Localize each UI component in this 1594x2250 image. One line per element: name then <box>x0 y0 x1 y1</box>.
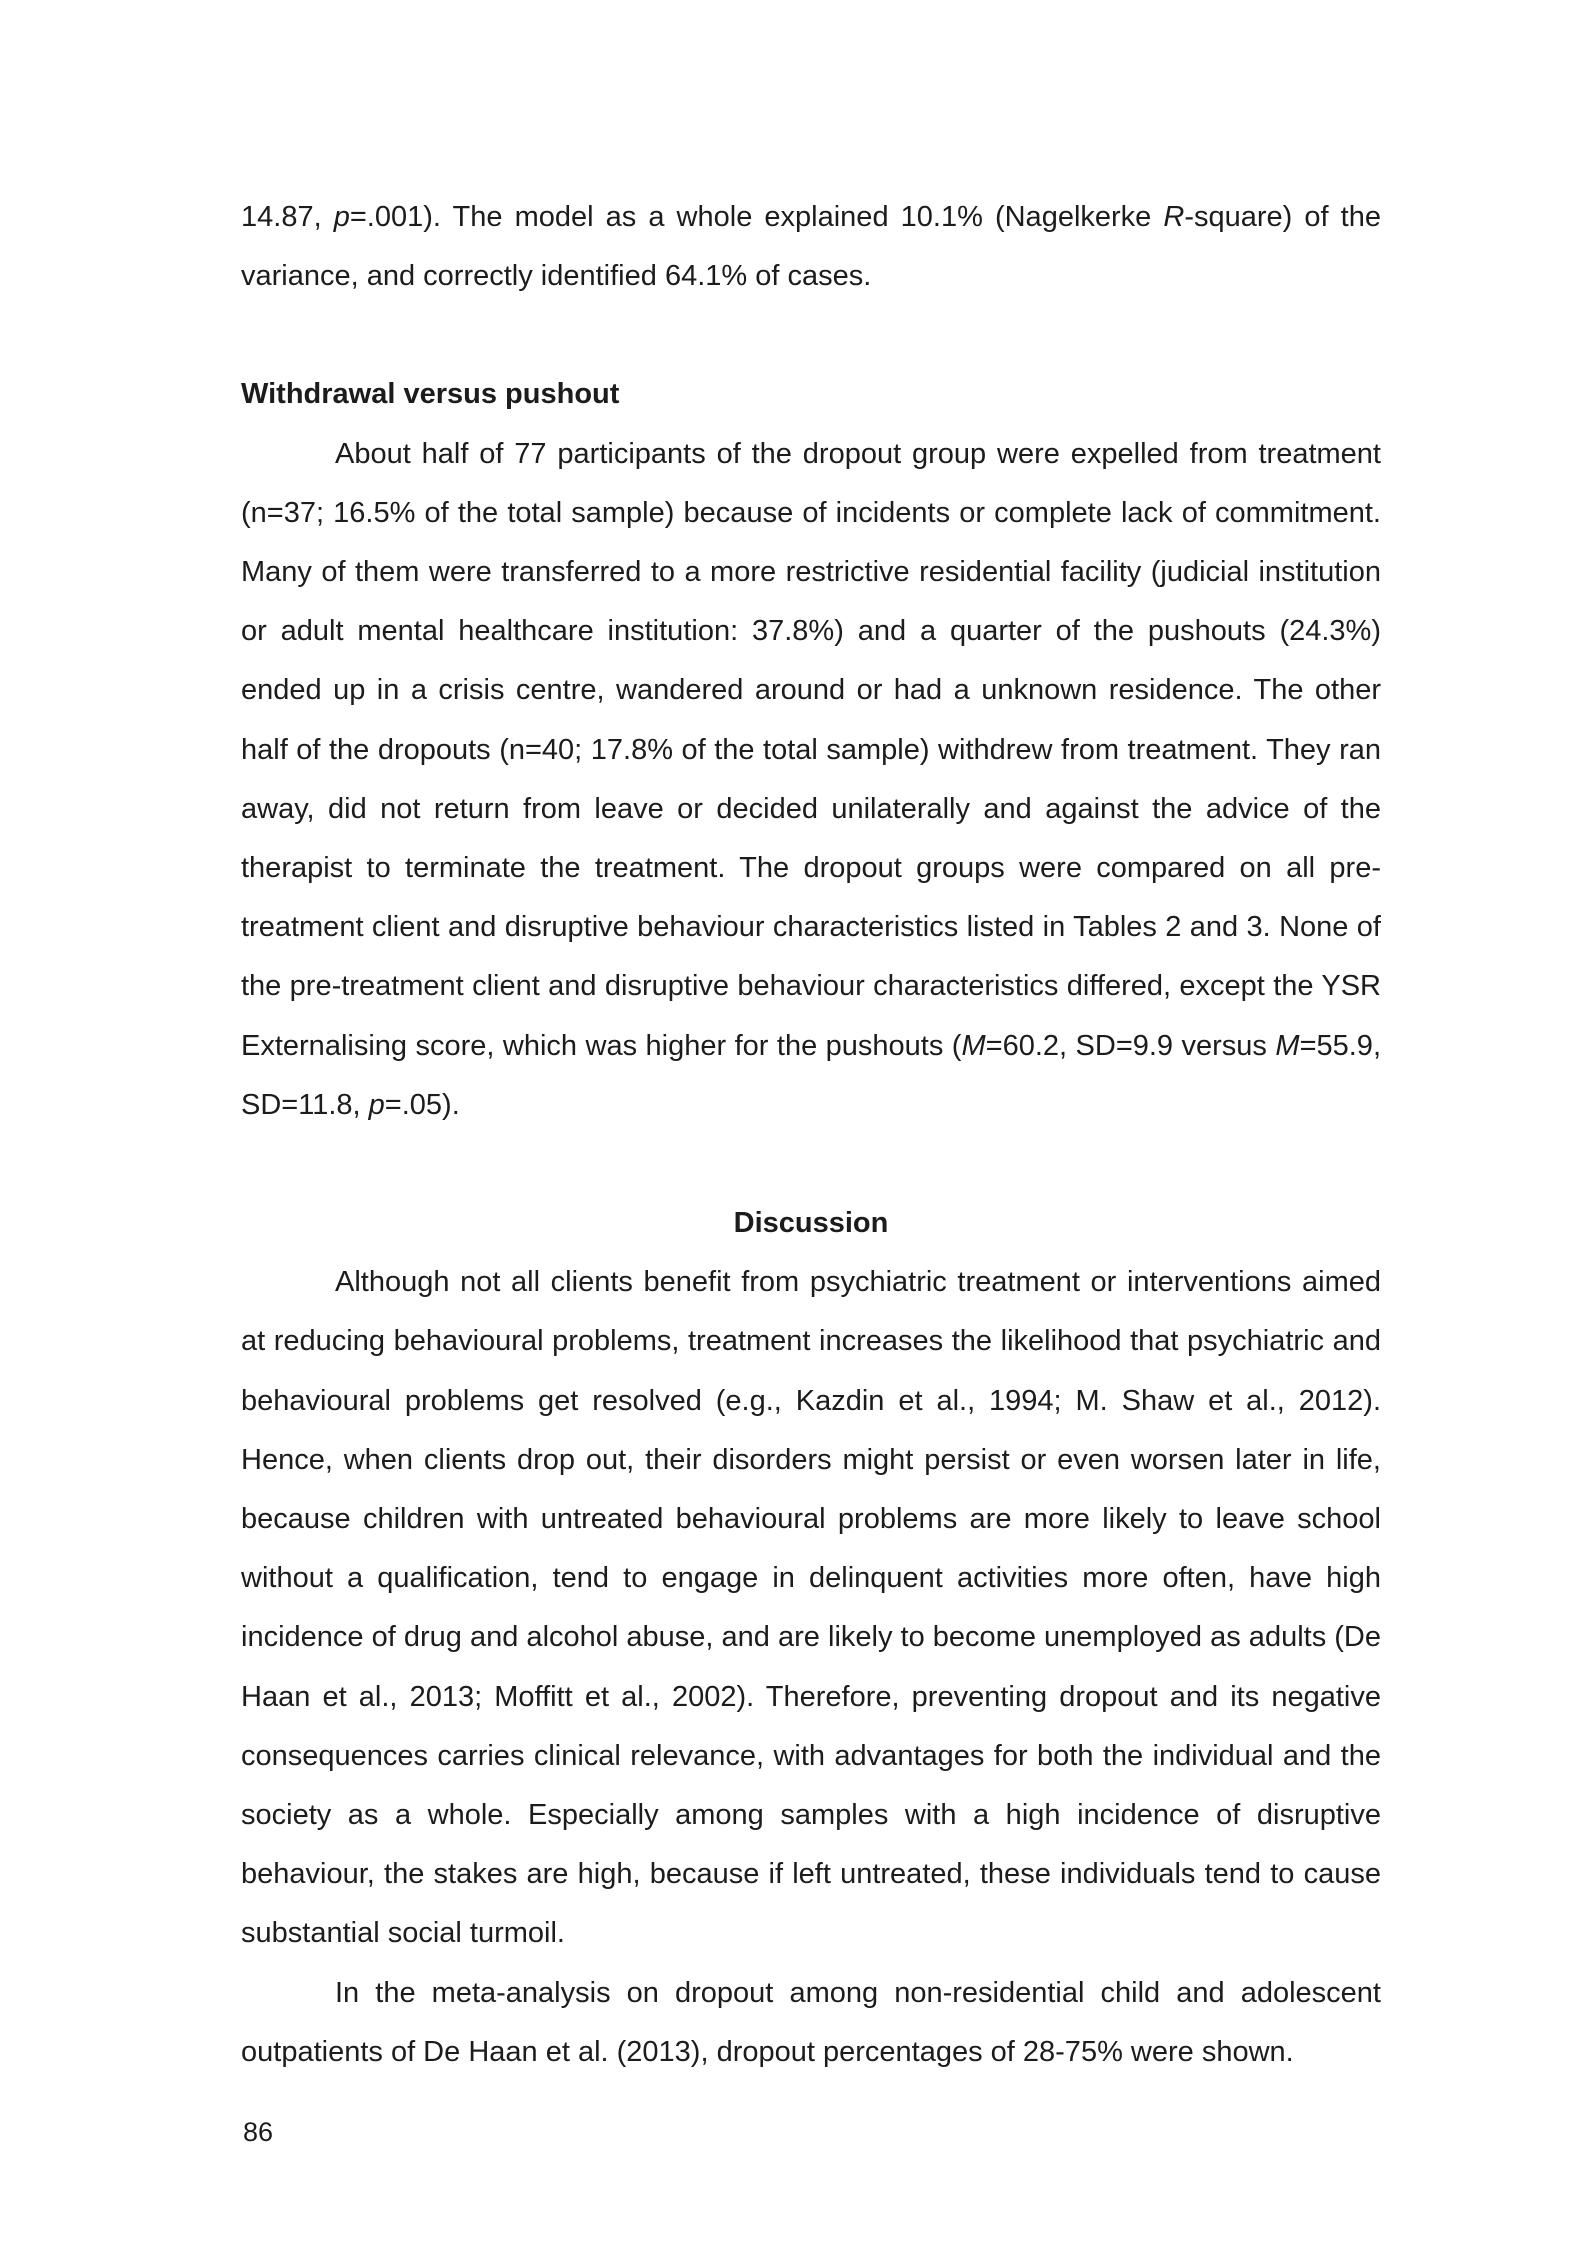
discussion-paragraph-1: Although not all clients benefit from psychiatric treatment or interventions aimed at reducing behavioural problems, treatment increases the likelihood that psychiatric and behavioural problems get resolved (e.g., Kazdin et al., 1994; M. Shaw et al., 2012). Hence, when clients drop out, their disorders might persist or even worsen later in life, because children with untreated behavioural problems are more likely to leave school without a qualification, tend to engage in delinquent activities more often, have high incidence of drug and alcohol abuse, and are likely to become unemployed as adults (De Haan et al., 2013; Moffitt et al., 2002). Therefore, preventing dropout and its negative consequences carries clinical relevance, with advantages for both the individual and the society as a whole. Especially among samples with a high incidence of disruptive behaviour, the stakes are high, because if left untreated, these individuals tend to cause substantial social turmoil. <box>241 1266 1381 1950</box>
withdrawal-paragraph: About half of 77 participants of the dropout group were expelled from treatment (n=37; 16.5% of the total sample) because of incidents or complete lack of commitment. Many of them were transferred to a more restrictive residential facility (judicial institution or adult mental healthcare institution: 37.8%) and a quarter of the pushouts (24.3%) ended up in a crisis centre, wandered around or had a unknown residence. The other half of the dropouts (n=40; 17.8% of the total sample) withdrew from treatment. They ran away, did not return from leave or decided unilaterally and against the advice of the therapist to terminate the treatment. The dropout groups were compared on all pre-treatment client and disruptive behaviour characteristics listed in Tables 2 and 3. None of the pre-treatment client and disruptive behaviour characteristics differed, except the YSR Externalising score, which was higher for the pushouts (M=60.2, SD=9.9 versus M=55.9, SD=11.8, p=.05). <box>241 437 1381 1121</box>
page-body <box>241 188 1381 2082</box>
section-gap <box>241 306 1381 365</box>
italic-symbol: p <box>333 201 350 233</box>
discussion-paragraph-2: In the meta-analysis on dropout among non-residential child and adolescent outpatients of De Haan et al. (2013), dropout percentages of 28-75% were shown. <box>241 1976 1381 2068</box>
page-number: 86 <box>243 2117 274 2147</box>
italic-symbol: p <box>368 1088 385 1121</box>
section-heading-withdrawal: Withdrawal versus pushout <box>241 378 620 411</box>
italic-symbol: M <box>1275 1029 1300 1062</box>
italic-symbol: R <box>1163 201 1185 233</box>
section-gap <box>241 1135 1381 1194</box>
opening-paragraph: 14.87, p=.001). The model as a whole explained 10.1% (Nagelkerke R-square) of the variance, and correctly identified 64.1% of cases. <box>241 201 1381 293</box>
italic-symbol: M <box>961 1029 986 1062</box>
section-heading-discussion: Discussion <box>733 1207 889 1240</box>
